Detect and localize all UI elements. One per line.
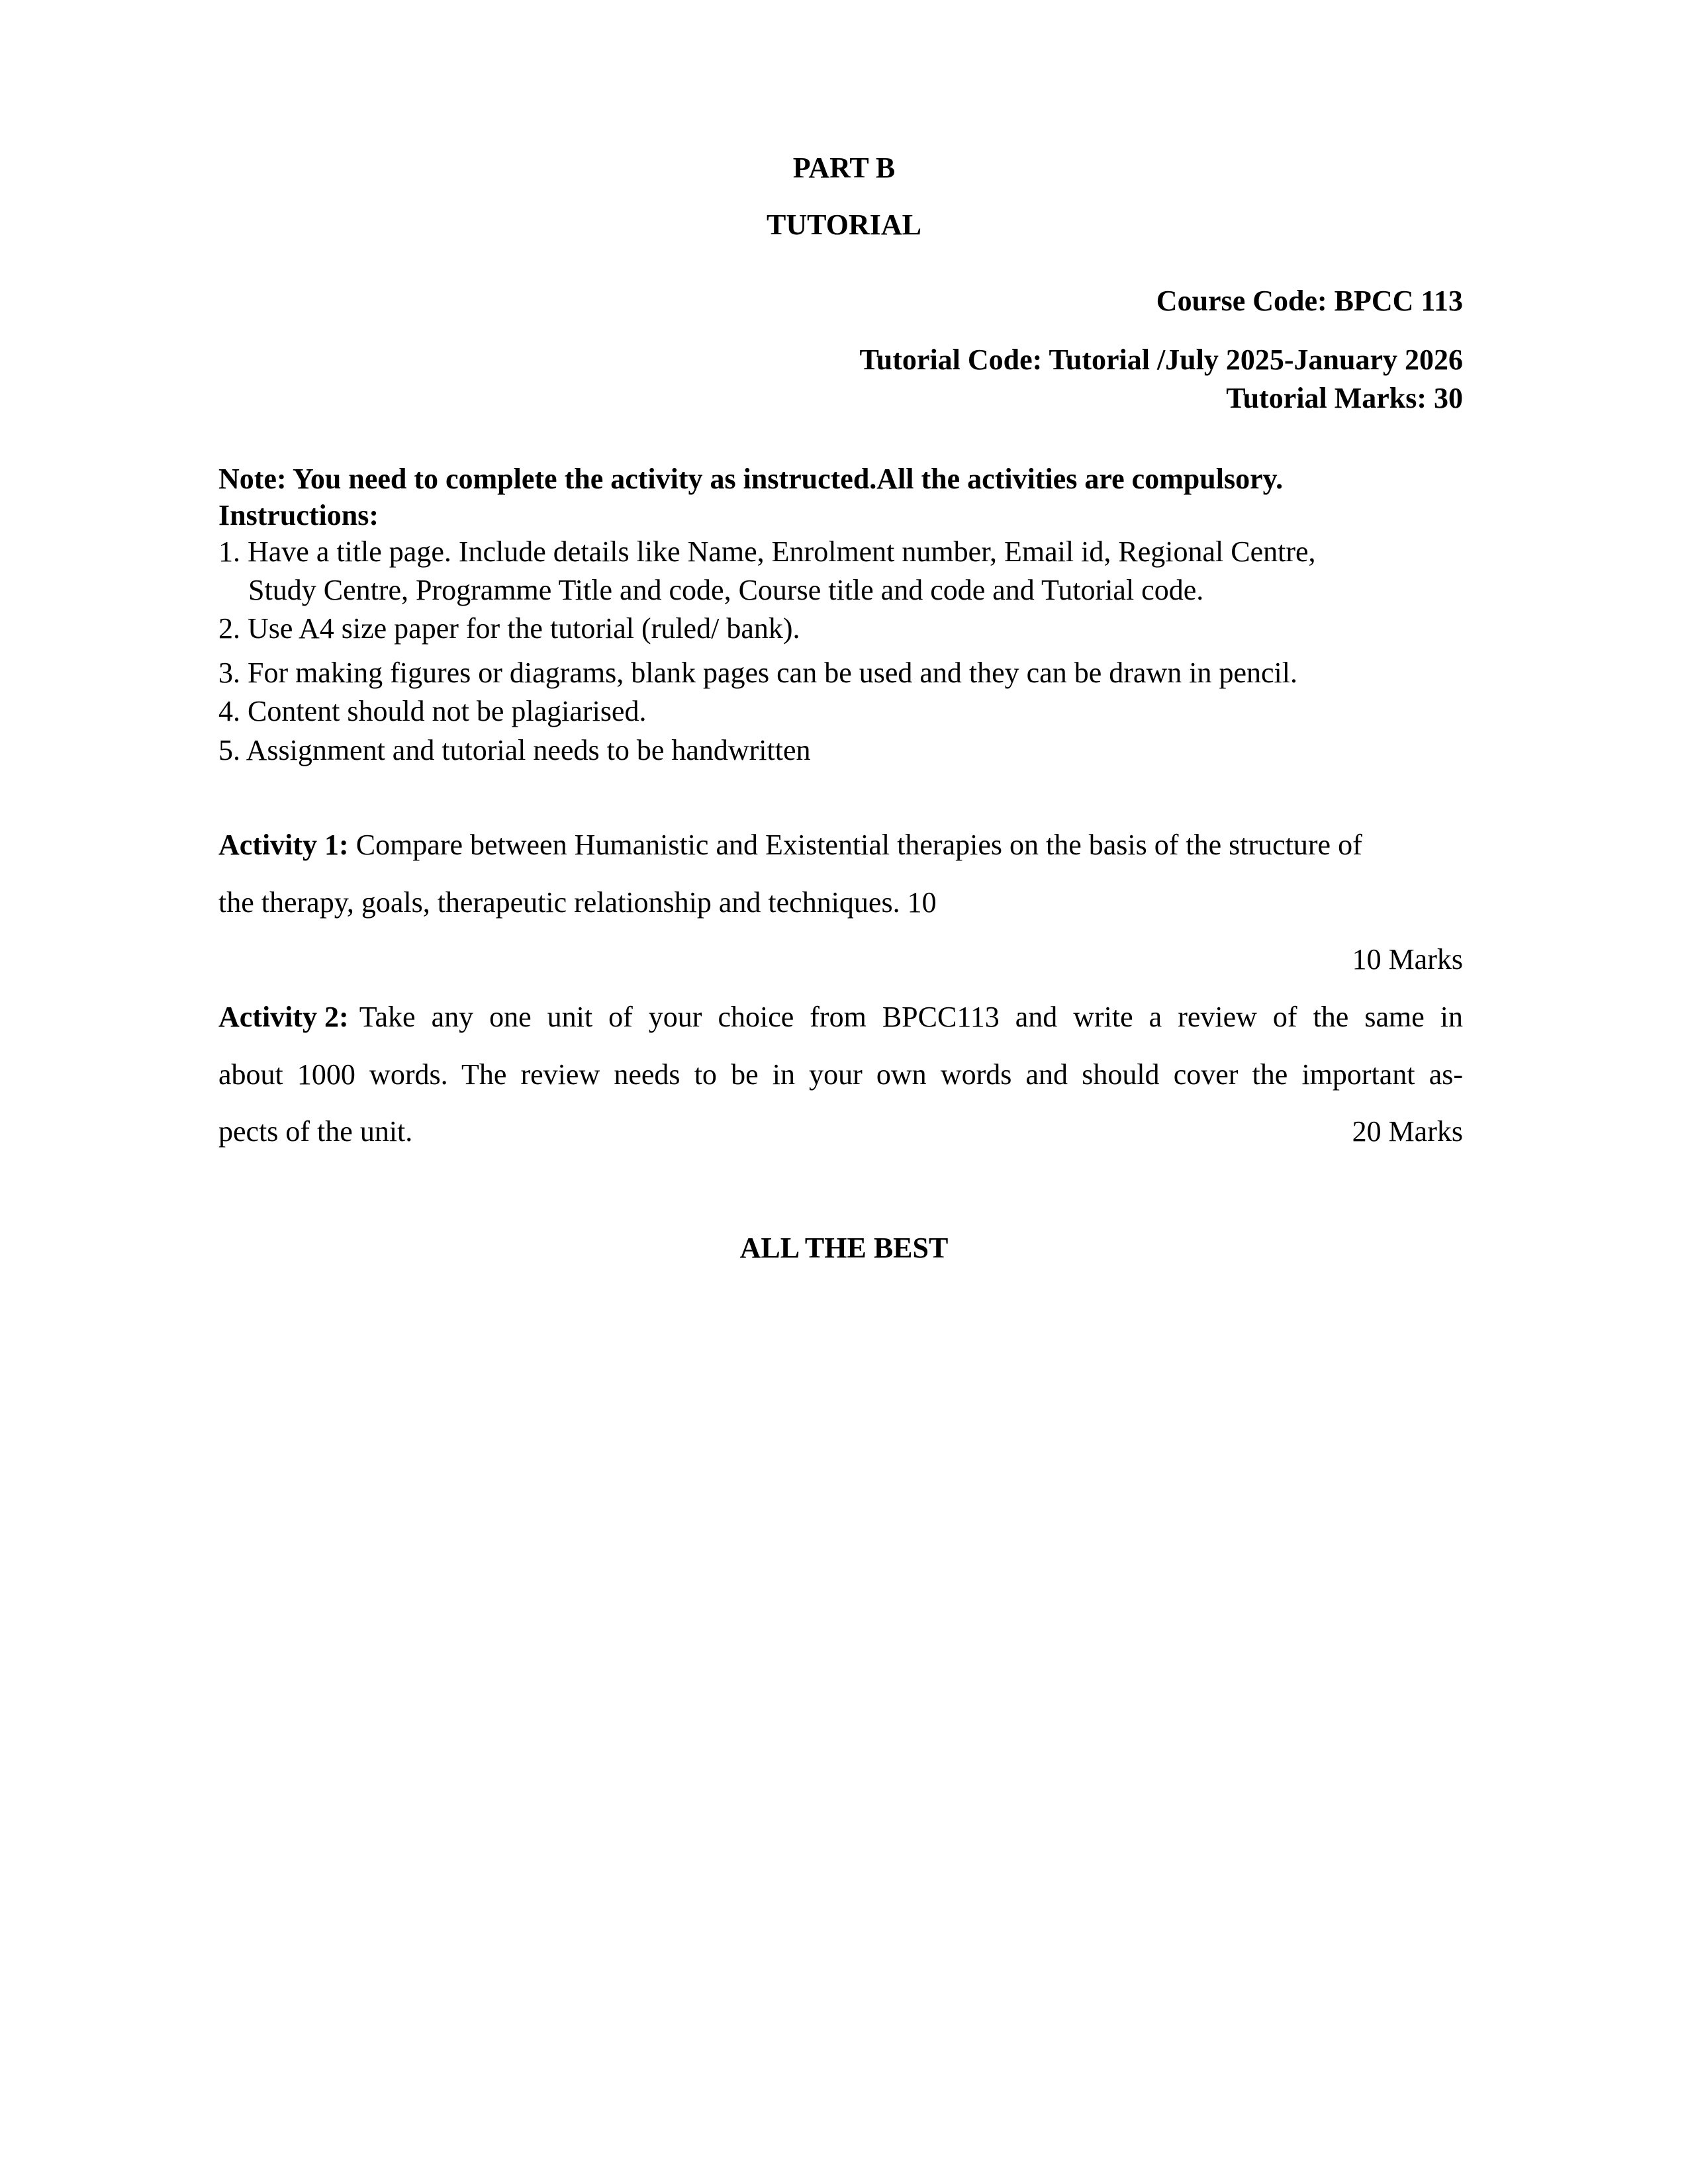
instructions-heading: Instructions:	[218, 499, 379, 531]
tutorial-heading: TUTORIAL	[767, 208, 921, 241]
activity-1-line-1	[218, 831, 1362, 860]
activity-1-text-2: the therapy, goals, therapeutic relationship and techniques. 10	[218, 886, 937, 919]
activity-2-text-1: Take any one unit of your choice from BPCC113 and write a review of the same in	[359, 1001, 1463, 1033]
tutorial-marks: Tutorial Marks: 30	[1226, 382, 1463, 414]
activity-2-marks: 20 Marks	[1352, 1115, 1463, 1148]
closing-text: ALL THE BEST	[739, 1232, 949, 1264]
tutorial-code: Tutorial Code: Tutorial /July 2025-January 2026	[859, 343, 1463, 376]
instruction-item: 2. Use A4 size paper for the tutorial (ruled/ bank).	[218, 612, 800, 645]
activity-2-text-3: pects of the unit.	[218, 1115, 413, 1148]
course-code: Course Code: BPCC 113	[1156, 285, 1463, 317]
activity-2-label: Activity 2:	[218, 1001, 349, 1033]
note-text: Note: You need to complete the activity as instructed.All the activities are compulsory.	[218, 463, 1284, 495]
instruction-item: 4. Content should not be plagiarised.	[218, 695, 647, 727]
activity-2-line-1	[218, 1003, 1463, 1032]
instruction-item: 5. Assignment and tutorial needs to be handwritten	[218, 734, 811, 766]
activity-1-text-1: Compare between Humanistic and Existential therapies on the basis of the structure of	[355, 829, 1362, 861]
activity-2-text-2: about 1000 words. The review needs to be in your own words and should cover the important as-	[218, 1058, 1463, 1091]
instruction-item: Study Centre, Programme Title and code, Course title and code and Tutorial code.	[248, 574, 1204, 606]
part-heading: PART B	[792, 152, 896, 184]
activity-1-marks: 10 Marks	[1352, 943, 1463, 976]
instruction-item: 1. Have a title page. Include details like Name, Enrolment number, Email id, Regional Centre,	[218, 535, 1316, 568]
instruction-item: 3. For making figures or diagrams, blank pages can be used and they can be drawn in pencil.	[218, 657, 1297, 689]
activity-1-label: Activity 1:	[218, 829, 349, 861]
